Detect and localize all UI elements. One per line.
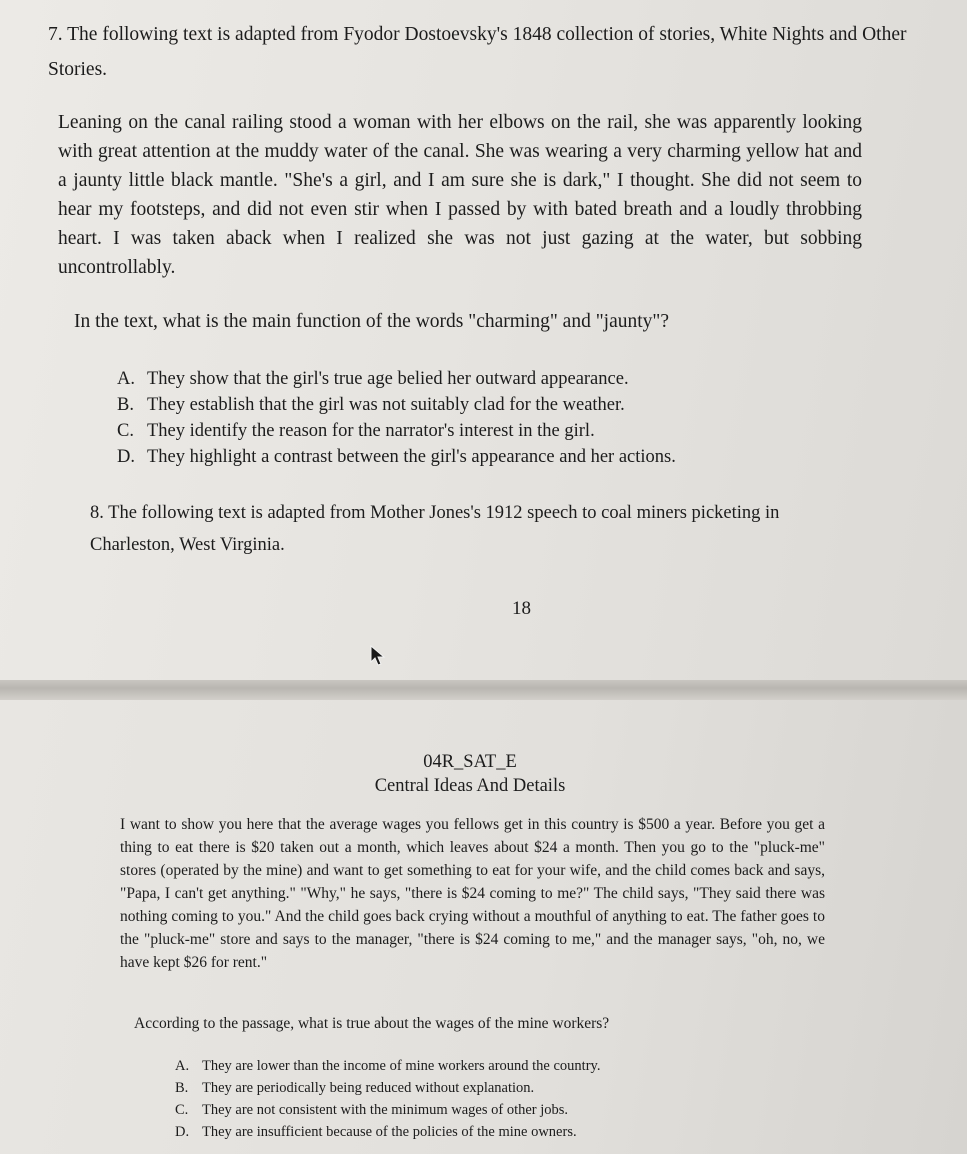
question-8-choices bbox=[175, 1055, 600, 1143]
choice-c[interactable] bbox=[117, 418, 676, 444]
page-number: 18 bbox=[512, 598, 531, 619]
choice-a[interactable] bbox=[175, 1055, 600, 1077]
question-7-header: 7. The following text is adapted from Fyodor Dostoevsky's 1848 collection of stories, White Nights and Other Stories. bbox=[48, 24, 907, 80]
section-subtitle: Central Ideas And Details bbox=[374, 776, 566, 796]
question-8-header: 8. The following text is adapted from Mother Jones's 1912 speech to coal miners picketing in Charleston, West Virginia. bbox=[90, 503, 780, 555]
question-7-choices bbox=[117, 366, 676, 470]
choice-letter: B. bbox=[175, 1080, 189, 1096]
choice-text: They identify the reason for the narrator's interest in the girl. bbox=[147, 421, 595, 441]
choice-letter: A. bbox=[117, 369, 135, 389]
choice-c[interactable] bbox=[175, 1099, 600, 1121]
choice-letter: B. bbox=[117, 395, 134, 415]
choice-text: They establish that the girl was not suitably clad for the weather. bbox=[147, 395, 625, 415]
mouse-pointer-icon bbox=[370, 645, 386, 667]
choice-d[interactable] bbox=[175, 1121, 600, 1143]
choice-d[interactable] bbox=[117, 444, 676, 470]
choice-letter: C. bbox=[175, 1102, 189, 1118]
choice-letter: D. bbox=[117, 447, 135, 467]
choice-letter: A. bbox=[175, 1058, 190, 1074]
choice-letter: C. bbox=[117, 421, 134, 441]
document-code: 04R_SAT_E bbox=[423, 752, 517, 772]
question-7-stem: In the text, what is the main function of the words "charming" and "jaunty"? bbox=[74, 311, 670, 332]
question-8-stem: According to the passage, what is true about the wages of the mine workers? bbox=[134, 1015, 610, 1032]
choice-text: They are insufficient because of the policies of the mine owners. bbox=[202, 1124, 577, 1140]
choice-text: They are not consistent with the minimum wages of other jobs. bbox=[202, 1102, 569, 1118]
choice-text: They highlight a contrast between the girl's appearance and her actions. bbox=[147, 447, 676, 467]
question-8-passage: I want to show you here that the average wages you fellows get in this country is $500 a year. Before you get a thing to eat there is $20 taken out a month, which leaves about $24 a month. Then you go to the "pluck-me" stores (operated by the mine) and want to get something to eat for your wife, and the child comes back and says, "Papa, I can't get anything." "Why," he says, "there is $24 coming to me?" The child says, "They said there was nothing coming to you." And the child goes back crying without a mouthful of anything to eat. The father goes to the "pluck-me" store and says to the manager, "there is $24 coming to me," and the manager says, "oh, no, we have kept $26 for rent." bbox=[120, 816, 825, 971]
question-7-passage: Leaning on the canal railing stood a woman with her elbows on the rail, she was apparently looking with great attention at the muddy water of the canal. She was wearing a very charming yellow hat and a jaunty little black mantle. "She's a girl, and I am sure she is dark," I thought. She did not seem to hear my footsteps, and did not even stir when I passed by with bated breath and a loudly throbbing heart. I was taken aback when I realized she was not just gazing at the water, but sobbing uncontrollably. bbox=[58, 112, 862, 278]
choice-text: They show that the girl's true age belied her outward appearance. bbox=[147, 369, 629, 389]
choice-b[interactable] bbox=[117, 392, 676, 418]
choice-letter: D. bbox=[175, 1124, 190, 1140]
choice-text: They are periodically being reduced without explanation. bbox=[202, 1080, 535, 1096]
choice-text: They are lower than the income of mine workers around the country. bbox=[202, 1058, 601, 1074]
page-break bbox=[0, 680, 967, 700]
choice-a[interactable] bbox=[117, 366, 676, 392]
choice-b[interactable] bbox=[175, 1077, 600, 1099]
